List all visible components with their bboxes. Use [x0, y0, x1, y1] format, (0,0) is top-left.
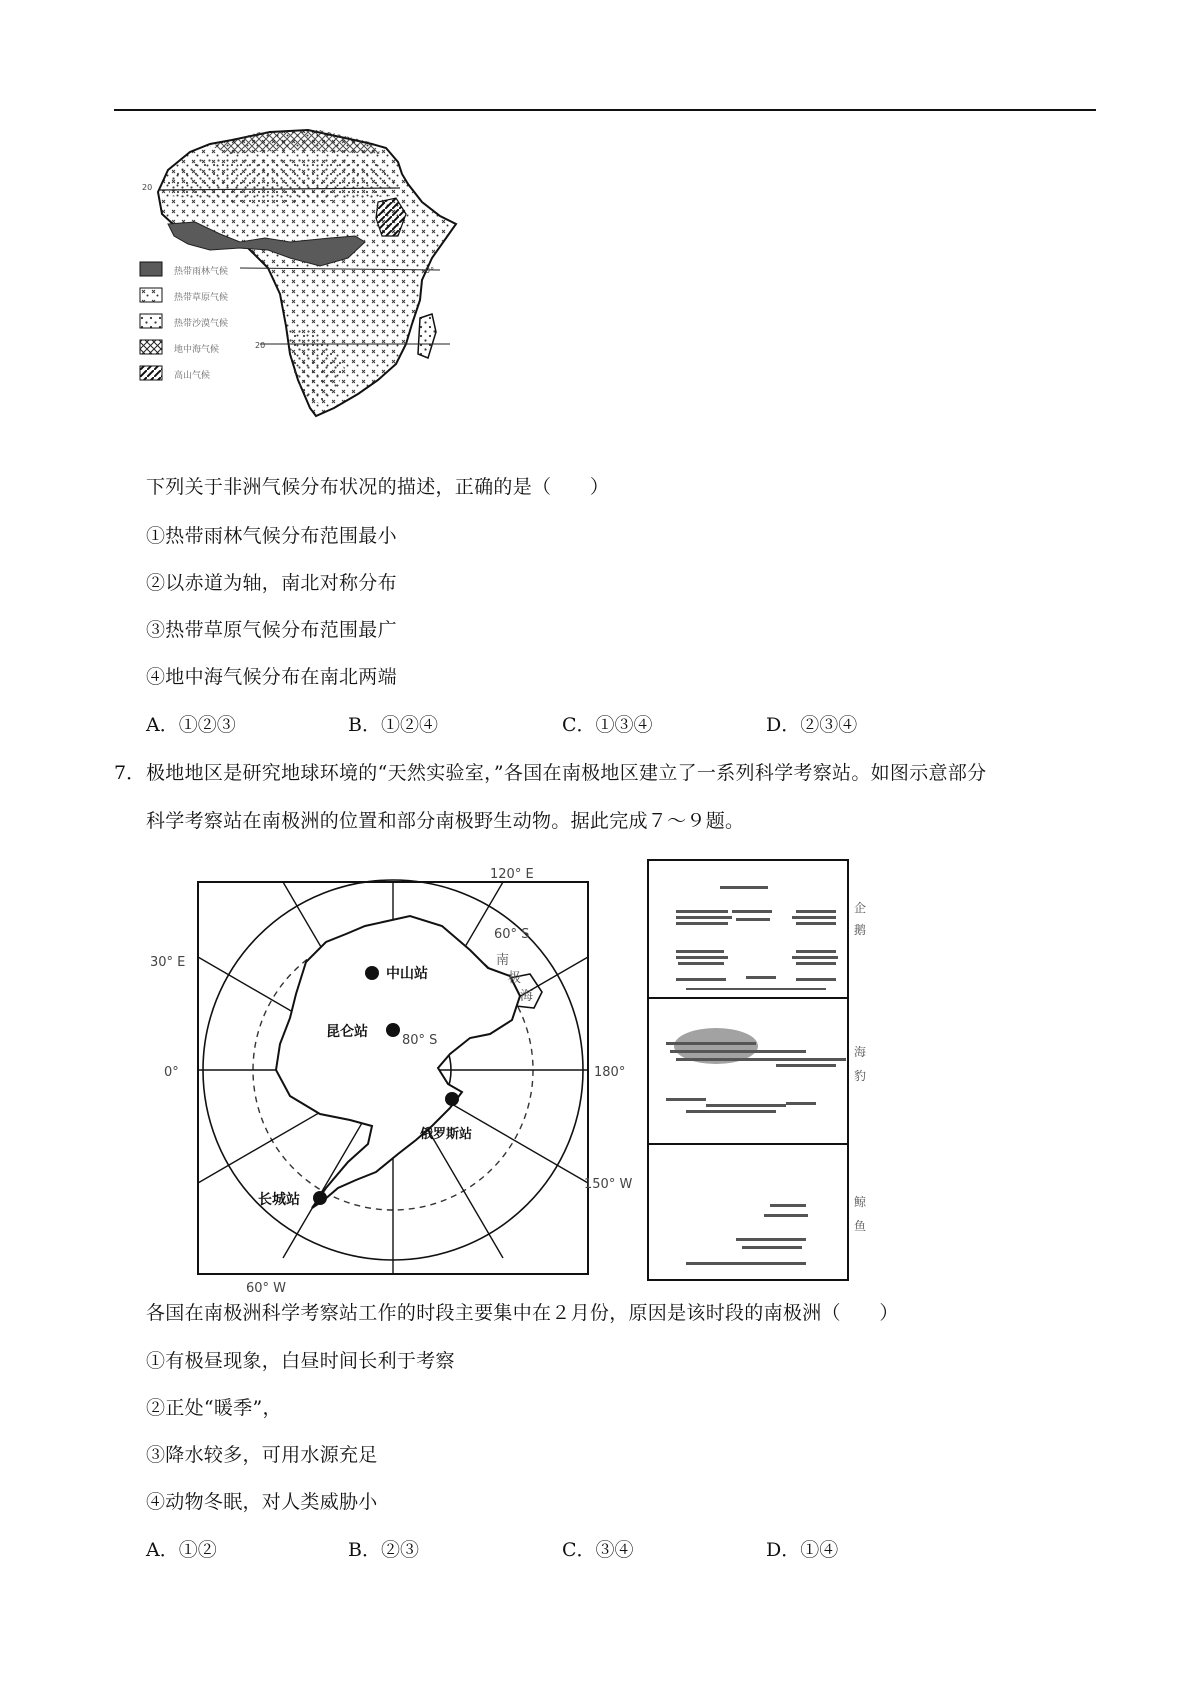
- lat-label-20n: 20: [142, 183, 153, 192]
- zhongshan-station-dot: [365, 966, 379, 980]
- lon-label-60w: 60° W: [246, 1281, 287, 1296]
- russian-station-dot: [445, 1092, 459, 1106]
- animal-label-whale-2: 鱼: [854, 1219, 867, 1233]
- africa-climate-map: [140, 118, 490, 450]
- q7-statement-1: ①有极昼现象，白昼时间长利于考察: [146, 1350, 455, 1372]
- station-label-zhongshan: 中山站: [386, 966, 428, 982]
- q7-intro-line-2: 科学考察站在南极洲的位置和部分南极野生动物。据此完成７～９题。: [146, 810, 745, 832]
- legend-label-desert: 热带沙漠气候: [174, 319, 229, 329]
- q7-statement-3: ③降水较多，可用水源充足: [146, 1444, 378, 1466]
- q6-statement-3: ③热带草原气候分布范围最广: [146, 619, 397, 641]
- kunlun-station-dot: [386, 1023, 400, 1037]
- lon-label-180: 180°: [594, 1065, 626, 1080]
- lat-label-60s: 60° S: [494, 927, 530, 942]
- station-label-russia: 俄罗斯站: [420, 1127, 473, 1142]
- legend-label-mediterranean: 地中海气候: [174, 345, 220, 355]
- q7-number: 7．: [114, 762, 146, 784]
- legend-swatch-rainforest: [140, 262, 162, 276]
- q7-option-d[interactable]: D．①④: [766, 1539, 839, 1561]
- lon-label-30e: 30° E: [150, 955, 186, 970]
- q6-statement-2: ②以赤道为轴，南北对称分布: [146, 572, 397, 594]
- antarctica-station-map: [150, 858, 633, 1296]
- station-label-changcheng: 长城站: [258, 1192, 300, 1208]
- antarctic-animals-panel: [646, 858, 876, 1282]
- q6-stem: 下列关于非洲气候分布状况的描述，正确的是（ ）: [146, 476, 610, 498]
- changcheng-station-dot: [313, 1191, 327, 1205]
- lon-label-120e: 120° E: [490, 867, 534, 882]
- lat-label-20s: 20: [255, 341, 266, 350]
- legend-swatch-highland: [140, 366, 162, 380]
- lat-label-equator: 0°: [425, 266, 435, 275]
- station-label-kunlun: 昆仑站: [326, 1024, 368, 1040]
- q6-option-c[interactable]: C．①③④: [562, 714, 653, 736]
- map-legend: [140, 262, 228, 381]
- legend-label-savanna: 热带草原气候: [174, 293, 229, 303]
- q6-option-d[interactable]: D．②③④: [766, 714, 858, 736]
- q6-statement-1: ①热带雨林气候分布范围最小: [146, 525, 397, 547]
- lon-label-0: 0°: [164, 1065, 179, 1080]
- legend-label-highland: 高山气候: [174, 371, 211, 381]
- q7-statement-4: ④动物冬眠，对人类威胁小: [146, 1491, 378, 1513]
- legend-swatch-savanna: [140, 288, 162, 302]
- lon-label-150w: 150° W: [584, 1177, 633, 1192]
- sea-label-3: 海: [520, 989, 534, 1004]
- q7-option-b[interactable]: B．②③: [348, 1539, 419, 1561]
- lat-label-80s: 80° S: [402, 1033, 438, 1048]
- sea-label-2: 极: [508, 971, 522, 986]
- q7-stem: 各国在南极洲科学考察站工作的时段主要集中在２月份，原因是该时段的南极洲（ ）: [146, 1302, 899, 1324]
- legend-swatch-mediterranean: [140, 340, 162, 354]
- animal-label-seal-2: 豹: [854, 1069, 867, 1083]
- q6-option-b[interactable]: B．①②④: [348, 714, 438, 736]
- q7-intro-line-1: 极地地区是研究地球环境的“天然实验室，”各国在南极地区建立了一系列科学考察站。如图示意部分: [146, 762, 987, 784]
- animal-label-seal-1: 海: [854, 1045, 867, 1059]
- q6-statement-4: ④地中海气候分布在南北两端: [146, 666, 397, 688]
- q7-option-a[interactable]: A．①②: [146, 1539, 217, 1561]
- legend-swatch-desert: [140, 314, 162, 328]
- q7-statement-2: ②正处“暖季”，: [146, 1397, 282, 1419]
- header-rule: [114, 109, 1096, 111]
- q7-option-c[interactable]: C．③④: [562, 1539, 634, 1561]
- animal-label-whale-1: 鲸: [854, 1195, 867, 1209]
- animal-label-penguin-2: 鹅: [854, 923, 867, 937]
- sea-label-1: 南: [496, 953, 510, 968]
- legend-label-rainforest: 热带雨林气候: [174, 267, 229, 277]
- animal-label-penguin-1: 企: [854, 901, 867, 915]
- q6-option-a[interactable]: A．①②③: [146, 714, 236, 736]
